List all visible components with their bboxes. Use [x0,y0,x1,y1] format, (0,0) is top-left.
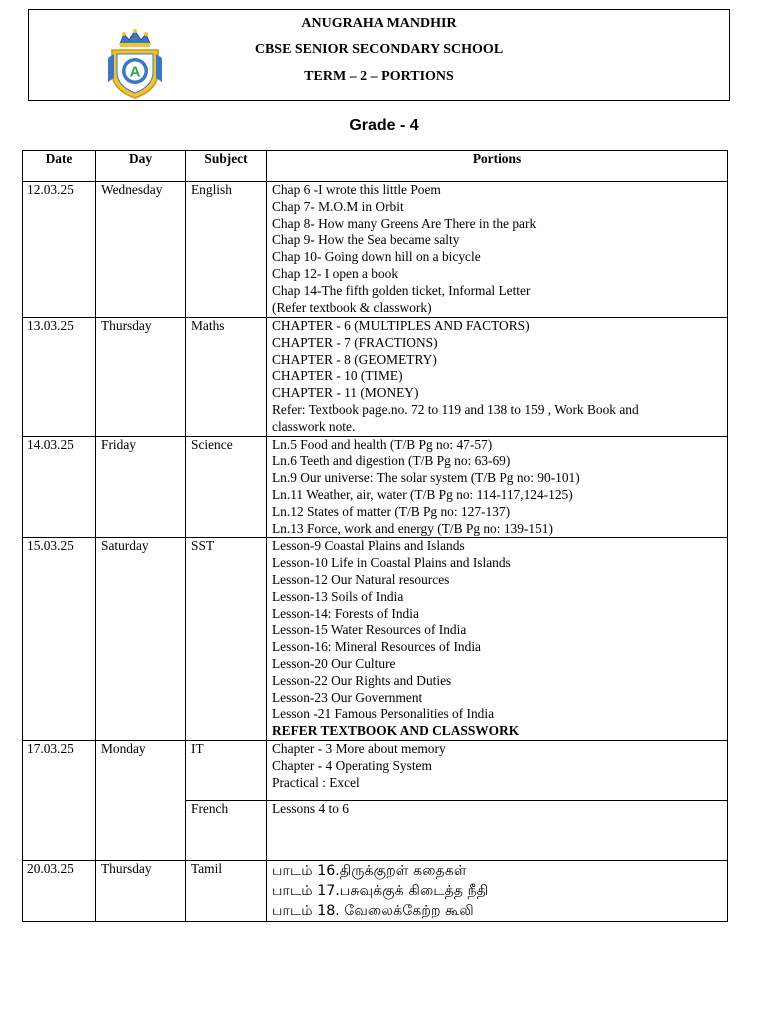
row-day: Monday [96,741,186,861]
portion-line: CHAPTER - 8 (GEOMETRY) [272,351,437,367]
portion-line: Lesson-22 Our Rights and Duties [272,672,452,688]
column-header-portions: Portions [267,151,728,182]
portion-line: Ln.6 Teeth and digestion (T/B Pg no: 63-69) [272,453,511,469]
row-date: 13.03.25 [23,318,96,437]
table-row [23,861,728,922]
portion-line: பாடம் 17.பசுவுக்குக் கிடைத்த நீதி [272,883,489,900]
school-name: ANUGRAHA MANDHIR [301,16,457,31]
portion-line: Lessons 4 to 6 [272,801,349,817]
portion-line: Ln.13 Force, work and energy (T/B Pg no: 139-151) [272,520,553,536]
portion-line: Chap 10- Going down hill on a bicycle [272,249,481,265]
portion-line: Ln.12 States of matter (T/B Pg no: 127-137) [272,503,511,519]
row-date: 14.03.25 [23,436,96,538]
portion-line: Refer: Textbook page.no. 72 to 119 and 138 to 159 , Work Book and [272,401,639,417]
school-logo-icon [104,28,166,100]
row-subject: IT [186,741,267,801]
row-day: Wednesday [96,182,186,318]
portions-table [22,150,728,922]
row-portions [267,182,728,318]
table-row [23,318,728,437]
portion-line: Chap 12- I open a book [272,265,399,281]
portion-line: Ln.5 Food and health (T/B Pg no: 47-57) [272,436,493,452]
svg-text:A: A [129,63,141,81]
table-row [23,182,728,318]
row-subject: Tamil [186,861,267,922]
row-subject: SST [186,538,267,741]
portion-line: Lesson-20 Our Culture [272,655,396,671]
term-title: TERM – 2 – PORTIONS [304,69,454,84]
portion-line: CHAPTER - 11 (MONEY) [272,385,419,401]
table-header-row [23,151,728,182]
table-row [23,538,728,741]
table-row [23,741,728,801]
row-portions [267,861,728,922]
portion-line: Ln.11 Weather, air, water (T/B Pg no: 114-117,124-125) [272,486,573,502]
portion-line: Chap 14-The fifth golden ticket, Informal Letter [272,282,531,298]
portion-line: Lesson-10 Life in Coastal Plains and Islands [272,555,511,571]
portion-line: (Refer textbook & classwork) [272,299,432,315]
portion-line: பாடம் 18. வேலைக்கேற்ற கூலி [272,903,474,920]
header-box [28,9,730,101]
row-day: Thursday [96,861,186,922]
row-day: Friday [96,436,186,538]
portion-line: பாடம் 16.திருக்குறள் கதைகள் [272,863,467,880]
column-header-subject: Subject [186,151,267,182]
portion-line: Chapter - 3 More about memory [272,741,446,757]
portion-line: Lesson-16: Mineral Resources of India [272,639,481,655]
portion-line: CHAPTER - 6 (MULTIPLES AND FACTORS) [272,318,530,333]
portion-line: Practical : Excel [272,774,360,790]
portion-line: Lesson-9 Coastal Plains and Islands [272,538,465,554]
row-subject: Maths [186,318,267,437]
portion-line: Lesson -21 Famous Personalities of India [272,706,495,722]
portion-line: Lesson-13 Soils of India [272,588,404,604]
portion-line: Lesson-14: Forests of India [272,605,419,621]
row-date: 15.03.25 [23,538,96,741]
portion-line: Chapter - 4 Operating System [272,758,432,774]
row-subject: English [186,182,267,318]
row-portions [267,741,728,801]
portion-line: CHAPTER - 10 (TIME) [272,368,403,384]
refer-note: REFER TEXTBOOK AND CLASSWORK [272,723,520,739]
row-subject: French [186,801,267,861]
portion-line: Chap 9- How the Sea became salty [272,232,460,248]
row-day: Thursday [96,318,186,437]
row-subject: Science [186,436,267,538]
portion-line: Chap 6 -I wrote this little Poem [272,182,441,197]
column-header-date: Date [23,151,96,182]
portion-line: Chap 8- How many Greens Are There in the park [272,215,537,231]
row-portions [267,436,728,538]
portion-line: Lesson-23 Our Government [272,689,423,705]
portion-line: classwork note. [272,418,356,434]
row-portions [267,318,728,437]
portion-line: CHAPTER - 7 (FRACTIONS) [272,334,438,350]
row-date: 20.03.25 [23,861,96,922]
row-portions [267,801,728,861]
column-header-day: Day [96,151,186,182]
school-type: CBSE SENIOR SECONDARY SCHOOL [254,42,504,57]
row-date: 12.03.25 [23,182,96,318]
portion-line: Ln.9 Our universe: The solar system (T/B Pg no: 90-101) [272,470,580,486]
table-row [23,436,728,538]
row-date: 17.03.25 [23,741,96,861]
row-portions [267,538,728,741]
portion-line: Lesson-15 Water Resources of India [272,622,467,638]
portion-line: Lesson-12 Our Natural resources [272,571,450,587]
grade-title: Grade - 4 [349,117,419,134]
row-day: Saturday [96,538,186,741]
portion-line: Chap 7- M.O.M in Orbit [272,198,404,214]
